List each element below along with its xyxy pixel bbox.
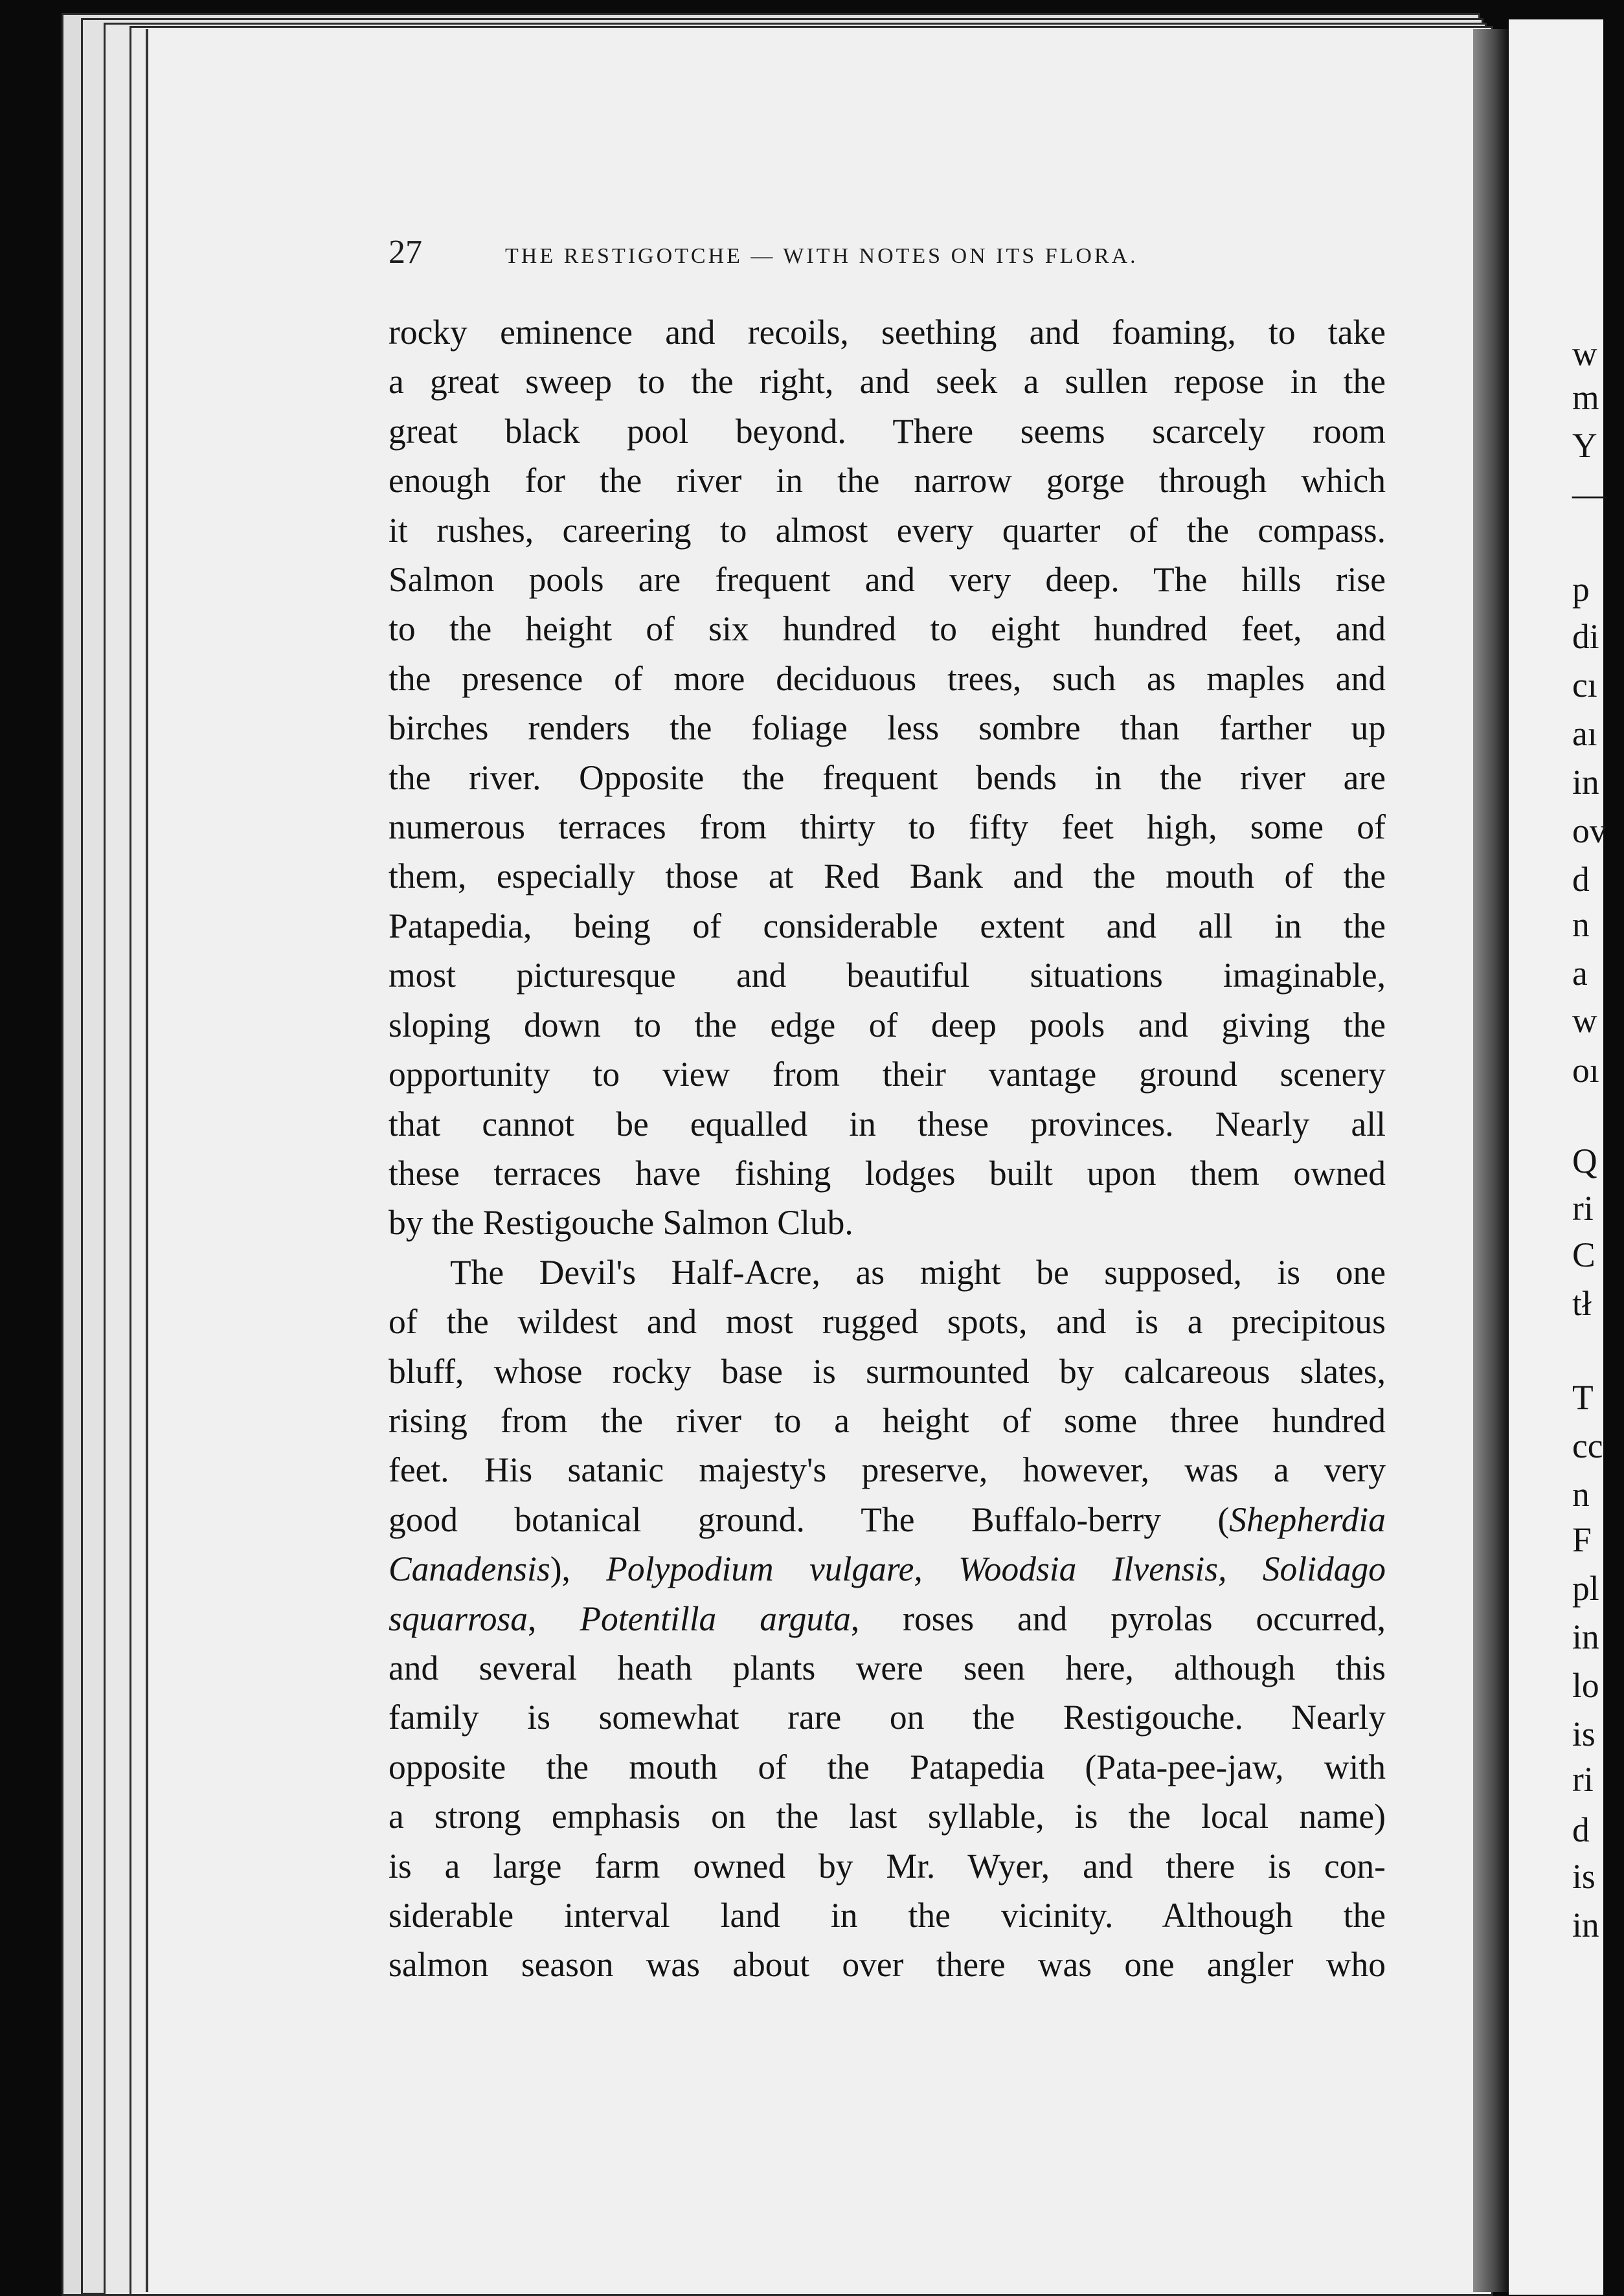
text-line bbox=[389, 555, 1386, 604]
facing-page-fragment: — bbox=[1572, 475, 1607, 513]
facing-page-fragment: di bbox=[1572, 617, 1599, 656]
text-segment: family is somewhat rare on the Restigouche. Nearly bbox=[389, 1698, 1386, 1737]
text-segment: rising from the river to a height of some three hundred bbox=[389, 1401, 1386, 1440]
text-line bbox=[389, 407, 1386, 456]
facing-page-fragment: in bbox=[1572, 1617, 1599, 1656]
text-segment: opposite the mouth of the Patapedia (Pata-pee-jaw, with bbox=[389, 1747, 1386, 1786]
text-line bbox=[389, 1643, 1386, 1693]
text-line bbox=[389, 1347, 1386, 1396]
italic-text: squarrosa bbox=[389, 1599, 528, 1638]
text-line bbox=[389, 1297, 1386, 1346]
facing-page-fragment: ri bbox=[1572, 1189, 1594, 1228]
italic-text: Potentilla arguta bbox=[580, 1599, 851, 1638]
italic-text: Polypodium vulgare, Woodsia Ilvensis, Solidago bbox=[606, 1549, 1386, 1589]
text-line bbox=[389, 1594, 1386, 1643]
text-line bbox=[389, 1445, 1386, 1494]
facing-page-fragment: w bbox=[1572, 334, 1597, 373]
text-line bbox=[389, 851, 1386, 901]
facing-page-fragment: cc bbox=[1572, 1426, 1603, 1465]
text-segment: bluff, whose rocky base is surmounted by calcareous slates, bbox=[389, 1351, 1386, 1391]
text-line bbox=[389, 506, 1386, 555]
text-segment: Salmon pools are frequent and very deep. The hills rise bbox=[389, 560, 1386, 600]
facing-page-fragment: p bbox=[1572, 570, 1590, 609]
facing-page-fragment: lo bbox=[1572, 1666, 1599, 1705]
facing-page-fragment: cı bbox=[1572, 666, 1597, 704]
facing-page-fragment: tł bbox=[1572, 1284, 1592, 1323]
text-line bbox=[389, 1099, 1386, 1149]
text-segment: , roses and pyrolas occurred, bbox=[850, 1599, 1386, 1638]
text-segment: is a large farm owned by Mr. Wyer, and there is con- bbox=[389, 1846, 1386, 1885]
text-segment: good botanical ground. The Buffalo-berry ( bbox=[389, 1500, 1230, 1539]
facing-page-fragment: in bbox=[1572, 763, 1599, 802]
text-segment: the river. Opposite the frequent bends in the river are bbox=[389, 758, 1386, 797]
text-segment: and several heath plants were seen here, although this bbox=[389, 1648, 1386, 1687]
text-line bbox=[389, 1544, 1386, 1593]
text-segment: of the wildest and most rugged spots, and is a precipitous bbox=[389, 1302, 1386, 1342]
facing-page-fragment: oı bbox=[1572, 1051, 1599, 1090]
text-segment: numerous terraces from thirty to fifty feet high, some of bbox=[389, 807, 1386, 847]
facing-page-fragment: d bbox=[1572, 860, 1590, 899]
facing-page-fragment: ri bbox=[1572, 1760, 1594, 1799]
facing-page-fragment: Y bbox=[1572, 426, 1597, 465]
facing-page-fragment: is bbox=[1572, 1857, 1596, 1896]
text-line bbox=[389, 802, 1386, 851]
text-segment: The Devil's Half-Acre, as might be supposed, is one bbox=[450, 1252, 1386, 1292]
facing-page-fragment: F bbox=[1572, 1520, 1592, 1559]
page-number: 27 bbox=[389, 234, 422, 271]
facing-page-fragment: d bbox=[1572, 1810, 1590, 1849]
text-line bbox=[389, 1000, 1386, 1050]
body-text bbox=[389, 308, 1386, 1990]
text-line bbox=[389, 753, 1386, 802]
text-segment: the presence of more deciduous trees, such as maples and bbox=[389, 658, 1386, 698]
text-segment: siderable interval land in the vicinity. Although the bbox=[389, 1896, 1386, 1935]
text-line bbox=[389, 1940, 1386, 1989]
text-segment: opportunity to view from their vantage ground scenery bbox=[389, 1055, 1386, 1094]
text-line bbox=[389, 951, 1386, 1000]
text-segment: by the Restigouche Salmon Club. bbox=[389, 1203, 853, 1243]
facing-page-fragment: aı bbox=[1572, 714, 1597, 753]
text-line bbox=[389, 1693, 1386, 1742]
page-header bbox=[389, 233, 1340, 271]
running-head: THE RESTIGOTCHE — WITH NOTES ON ITS FLORA. bbox=[505, 244, 1138, 268]
text-line bbox=[389, 1396, 1386, 1445]
italic-text: Canadensis bbox=[389, 1549, 550, 1589]
text-segment: to the height of six hundred to eight hundred feet, and bbox=[389, 609, 1386, 649]
book-gutter bbox=[1473, 29, 1509, 2292]
text-segment: birches renders the foliage less sombre than farther up bbox=[389, 708, 1386, 748]
text-segment: them, especially those at Red Bank and the mouth of the bbox=[389, 857, 1386, 896]
text-segment: enough for the river in the narrow gorge through which bbox=[389, 461, 1386, 501]
facing-page-fragment: T bbox=[1572, 1378, 1594, 1417]
facing-page-fragment: is bbox=[1572, 1715, 1596, 1753]
text-line bbox=[389, 1248, 1386, 1297]
facing-page-fragment: Q bbox=[1572, 1142, 1597, 1180]
text-segment: sloping down to the edge of deep pools and giving the bbox=[389, 1005, 1386, 1044]
text-segment: great black pool beyond. There seems scarcely room bbox=[389, 411, 1386, 451]
text-line bbox=[389, 357, 1386, 406]
text-segment: , bbox=[528, 1599, 580, 1638]
text-line bbox=[389, 1742, 1386, 1792]
text-segment: most picturesque and beautiful situations imaginable, bbox=[389, 956, 1386, 995]
text-line bbox=[389, 604, 1386, 653]
text-line bbox=[389, 1841, 1386, 1891]
text-segment: that cannot be equalled in these provinces. Nearly all bbox=[389, 1104, 1386, 1143]
italic-text: Shepherdia bbox=[1229, 1500, 1386, 1539]
facing-page-fragment: m bbox=[1572, 378, 1599, 417]
facing-page-fragment: pl bbox=[1572, 1569, 1599, 1608]
text-line bbox=[389, 703, 1386, 752]
text-segment: a strong emphasis on the last syllable, is the local name) bbox=[389, 1797, 1386, 1836]
facing-page-fragment: n bbox=[1572, 905, 1590, 944]
text-line bbox=[389, 1495, 1386, 1544]
text-line bbox=[389, 1891, 1386, 1940]
text-segment: feet. His satanic majesty's preserve, however, was a very bbox=[389, 1450, 1386, 1490]
text-segment: these terraces have fishing lodges built upon them owned bbox=[389, 1153, 1386, 1193]
text-segment: it rushes, careering to almost every quarter of the compass. bbox=[389, 510, 1386, 550]
text-line bbox=[389, 308, 1386, 357]
facing-page-fragment: ov bbox=[1572, 811, 1607, 850]
text-segment: rocky eminence and recoils, seething and foaming, to take bbox=[389, 313, 1386, 352]
facing-page-fragment: a bbox=[1572, 954, 1588, 993]
facing-page-fragment: C bbox=[1572, 1235, 1596, 1274]
text-line bbox=[389, 1198, 1386, 1247]
text-line bbox=[389, 654, 1386, 703]
text-segment: salmon season was about over there was one angler who bbox=[389, 1945, 1386, 1985]
facing-page-fragment: in bbox=[1572, 1906, 1599, 1944]
facing-page-fragment: n bbox=[1572, 1475, 1590, 1514]
text-line bbox=[389, 1050, 1386, 1099]
facing-page-fragment: w bbox=[1572, 1001, 1597, 1040]
text-segment: a great sweep to the right, and seek a sullen repose in the bbox=[389, 362, 1386, 401]
text-line bbox=[389, 1149, 1386, 1198]
text-line bbox=[389, 456, 1386, 505]
text-line bbox=[389, 901, 1386, 951]
text-segment: Patapedia, being of considerable extent and all in the bbox=[389, 906, 1386, 945]
text-line bbox=[389, 1792, 1386, 1841]
text-segment: ), bbox=[550, 1549, 607, 1589]
